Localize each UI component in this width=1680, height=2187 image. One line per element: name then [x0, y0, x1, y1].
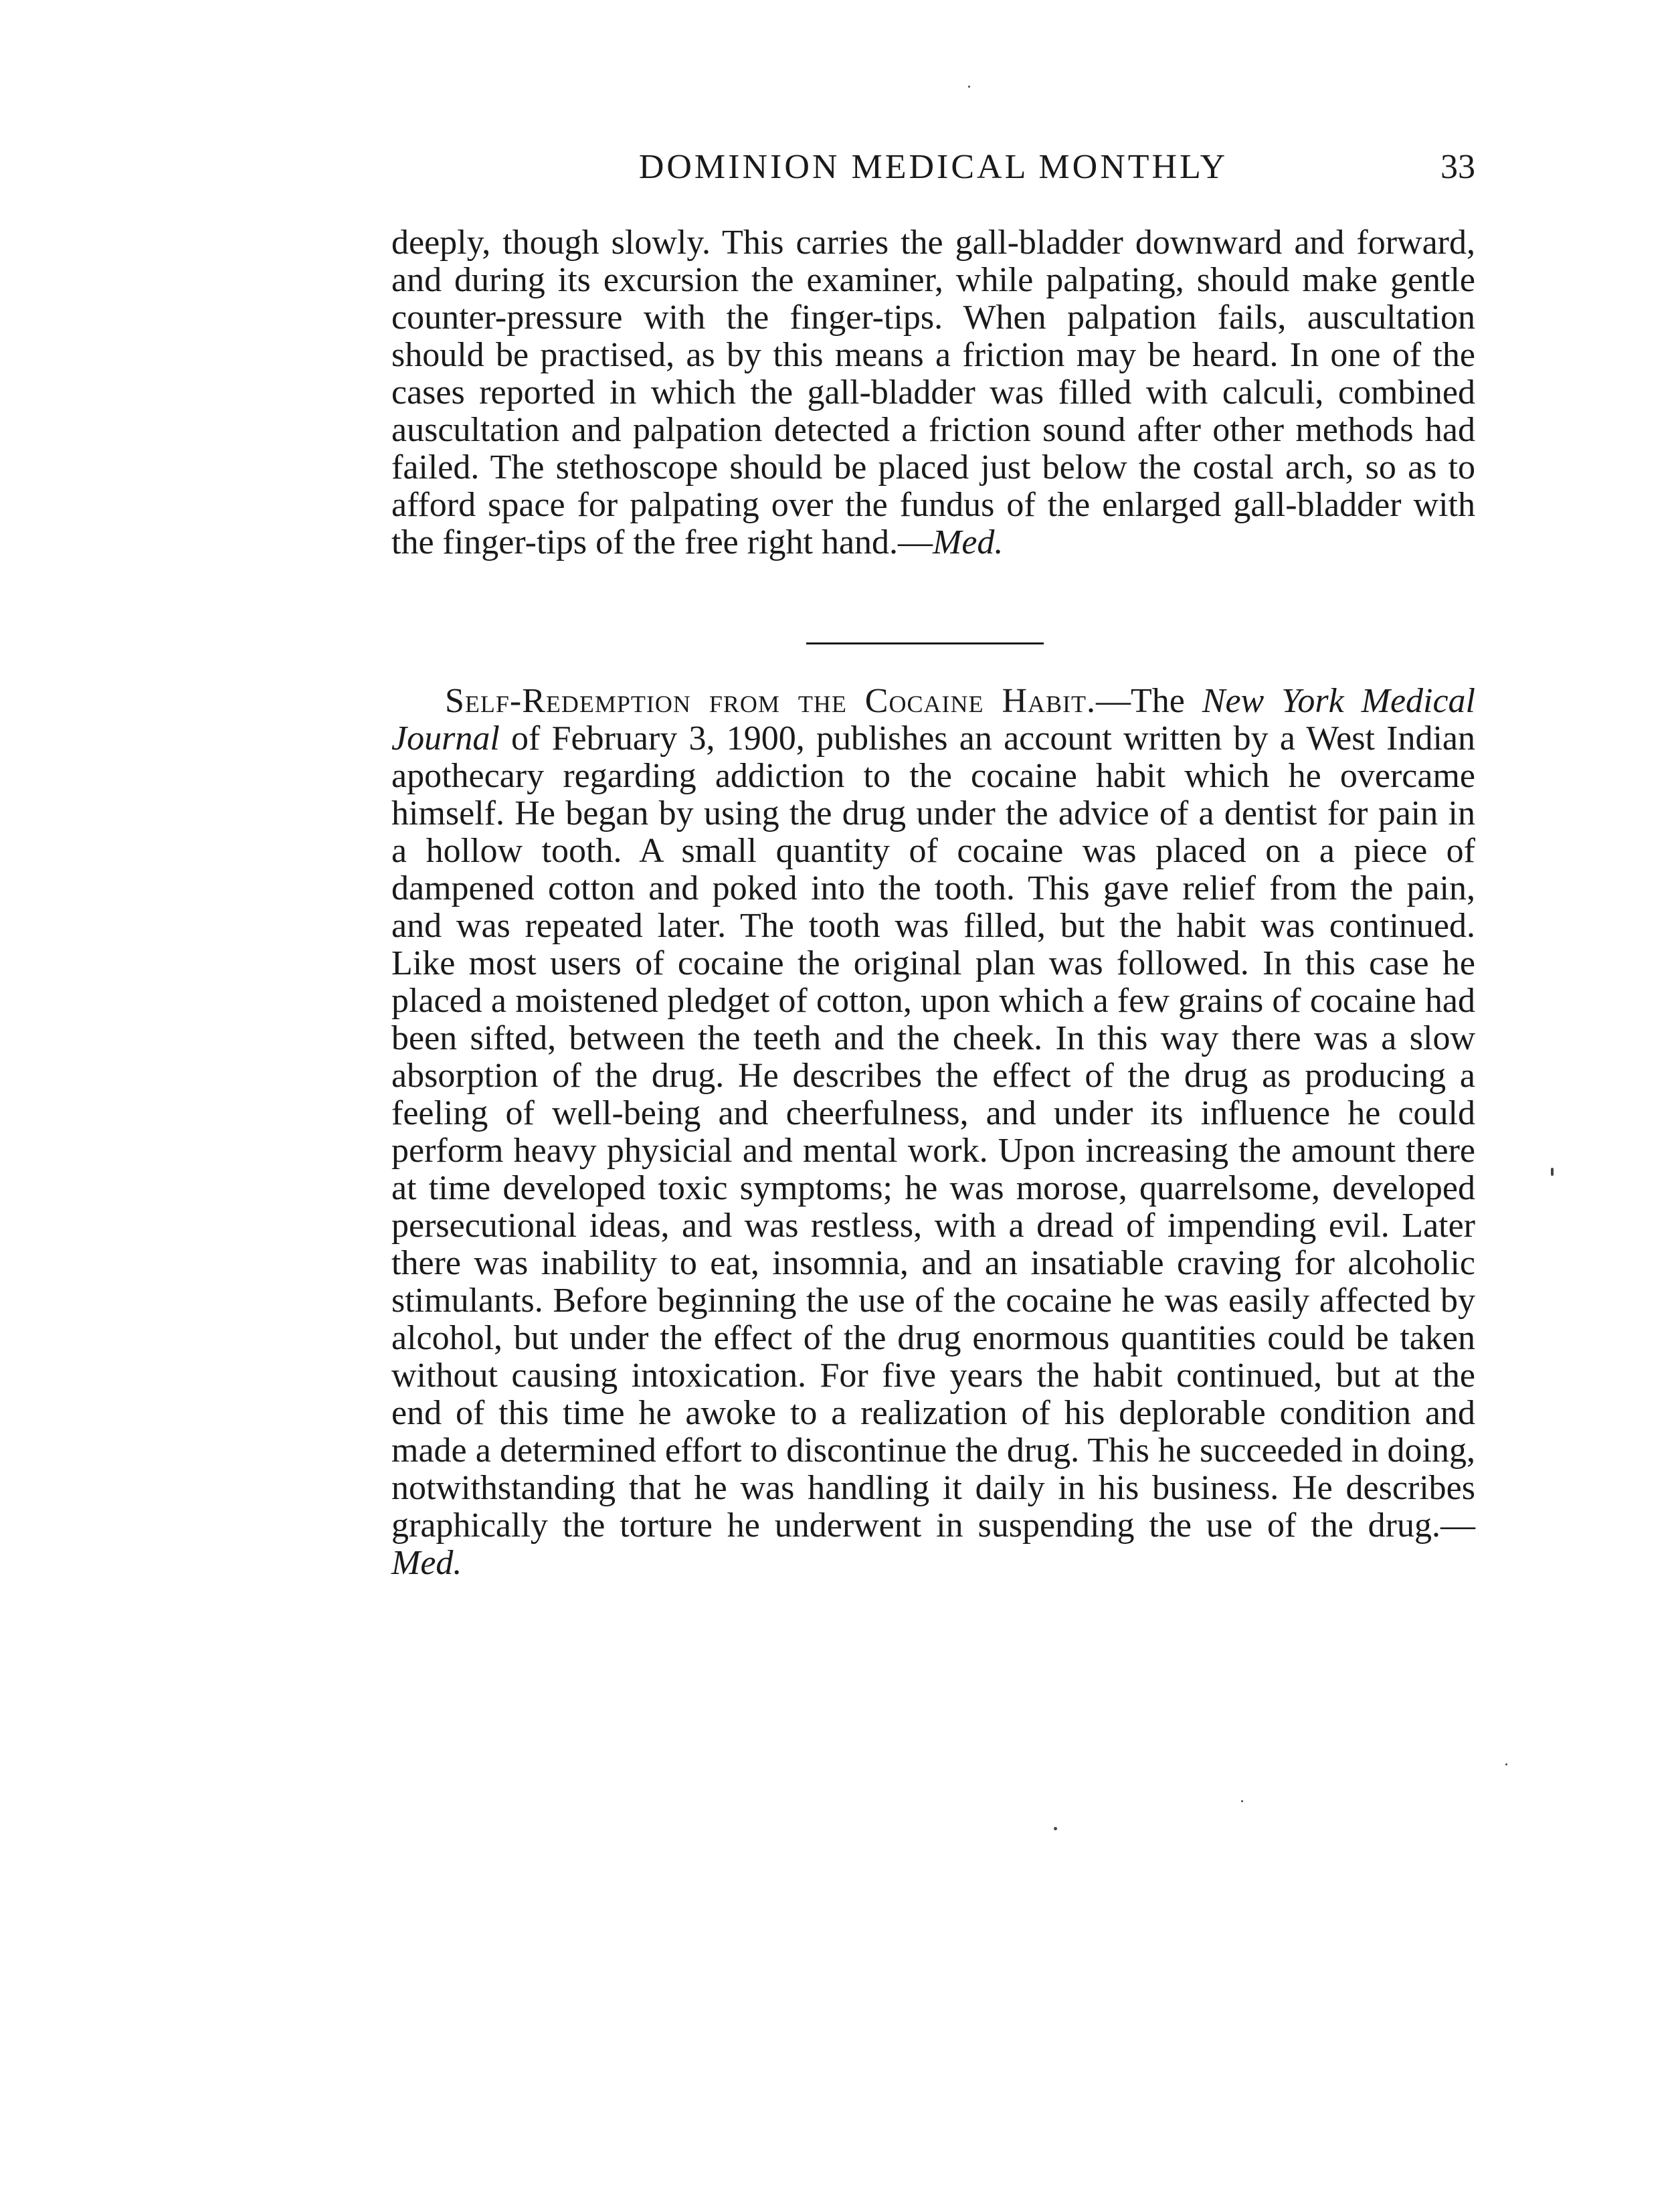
journal-title: DOMINION MEDICAL MONTHLY — [638, 148, 1228, 186]
article-body: of February 3, 1900, publishes an account written by a West Indian apothecary regarding addiction to the cocaine habit which he overcame himself. He began by using the drug under the advice of a dentist for pain in a hollow tooth. A small quantity of cocaine was placed on a piece of dampened cotton and poked into the tooth. This gave relief from the pain, and was repeated later. The tooth was filled, but the habit was continued. Like most users of cocaine the original plan was followed. In this case he placed a moistened pledget of cotton, upon which a few grains of cocaine had been sifted, between the teeth and the cheek. In this way there was a slow absorption of the drug. He describes the effect of the drug as producing a feeling of well-being and cheerfulness, and under its influence he could perform heavy physicial and mental work. Upon increasing the amount there at time developed toxic symptoms; he was morose, quarrelsome, developed persecutional ideas, and was restless, with a dread of impending evil. Later there was inability to eat, insomnia, and an insatiable craving for alcoholic stimulants. Before beginning the use of the cocaine he was easily affected by alcohol, but under the effect of the drug enormous quantities could be taken without causing intoxication. For five years the habit continued, but at the end of this time he awoke to a realization of his deplorable condition and made a determined effort to discontinue the drug. This he succeeded in doing, notwithstanding that he was handling it daily in his business. He describes graphically the torture he underwent in suspending the use of the drug.— — [391, 719, 1475, 1545]
scan-speck — [1551, 1168, 1554, 1176]
article-cocaine-habit — [391, 683, 1475, 1582]
cited-journal-name: New York Medical Journal — [391, 682, 1476, 758]
page-number: 33 — [1440, 148, 1475, 186]
article-continuation — [391, 224, 1475, 561]
article-source: Med. — [391, 1544, 462, 1582]
article-heading: Self-Redemption from the Cocaine Habit. — [445, 682, 1096, 720]
scan-speck — [1241, 1800, 1243, 1802]
scan-speck — [1505, 1763, 1507, 1765]
running-header — [391, 141, 1475, 194]
article-continuation-paragraph — [391, 224, 1475, 561]
article-intro: —The — [1095, 682, 1202, 720]
article-continuation-body: deeply, though slowly. This carries the gall-bladder downward and forward, and during its excursion the examiner, while palpating, should make gentle counter-pressure with the finger-tips. When palpation fails, auscultation should be practised, as by this means a friction may be heard. In one of the cases reported in which the gall-bladder was filled with calculi, combined auscultation and palpation detected a friction sound after other methods had failed. The stethoscope should be placed just below the costal arch, so as to afford space for palpating over the fundus of the enlarged gall-bladder with the finger-tips of the free right hand.— — [391, 224, 1475, 561]
article-continuation-source: Med. — [933, 523, 1004, 561]
scan-speck — [968, 86, 970, 88]
scan-speck — [1054, 1827, 1057, 1830]
article-cocaine-habit-paragraph — [391, 683, 1475, 1582]
section-divider — [806, 642, 1044, 644]
